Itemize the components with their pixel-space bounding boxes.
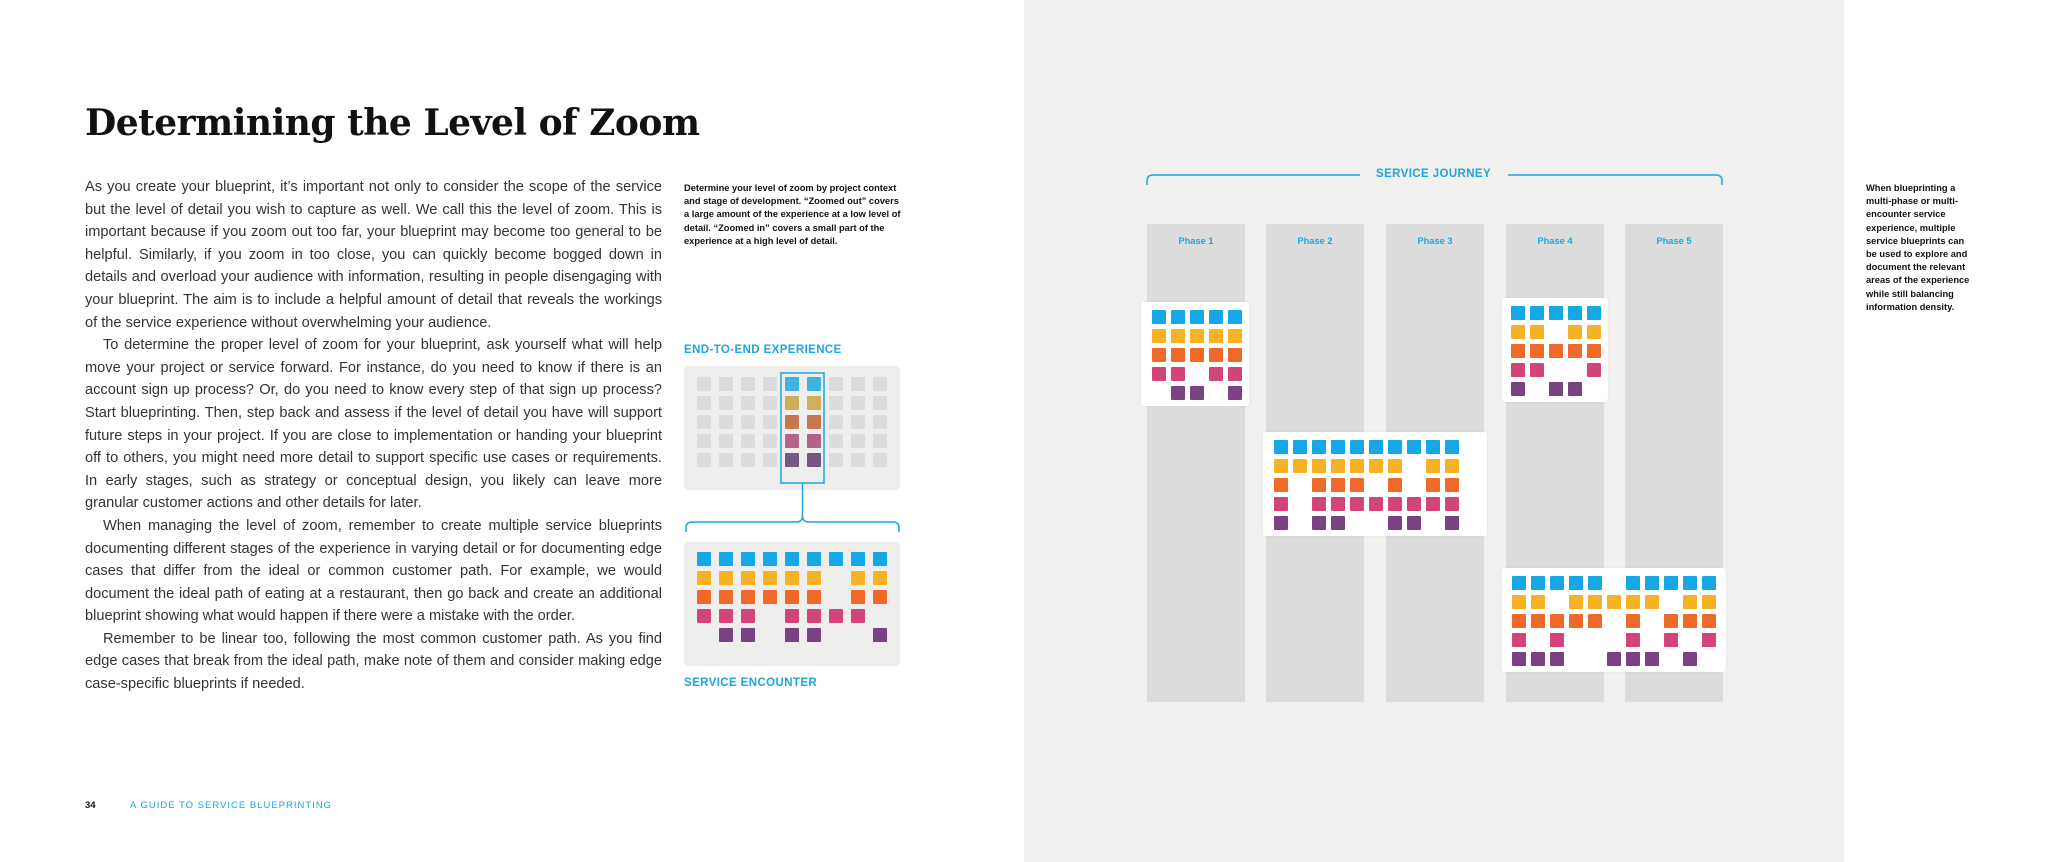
blueprint-square — [741, 552, 755, 566]
blueprint-square — [1407, 516, 1421, 530]
paragraph: When managing the level of zoom, remember to create multiple service blueprints documenting different stages of the experience in varying detail or for documenting edge cases that differ from the ideal or common customer path. For example, we would document the ideal path of eating at a restaurant, then go back and create an additional blueprint showing what would happen if there were a mistake with the order. — [85, 517, 662, 625]
blueprint-square — [1664, 633, 1678, 647]
blueprint-square — [1369, 497, 1383, 511]
blueprint-square — [1171, 348, 1185, 362]
blueprint-square — [807, 590, 821, 604]
blueprint-square — [741, 415, 755, 429]
blueprint-square — [807, 434, 821, 448]
blueprint-square — [1531, 614, 1545, 628]
blueprint-square — [851, 434, 865, 448]
blueprint-square — [1171, 386, 1185, 400]
blueprint-square — [1531, 595, 1545, 609]
connector-right-line — [803, 516, 900, 532]
blueprint-square — [1426, 478, 1440, 492]
blueprint-square — [1407, 440, 1421, 454]
blueprint-square — [1228, 329, 1242, 343]
blueprint-square — [807, 396, 821, 410]
paragraph: To determine the proper level of zoom for your blueprint, ask yourself what will help move your project or service forward. For instance, do you need to know if there is an account sign up process? Or, do you need to know every step of that sign up process? Start blueprinting. Then, step back and assess if the level of detail you have will support future steps in your project. If you are close to implementation or handing your blueprint off to others, you might need more detail to support specific use cases or requirements. In early stages, such as strategy or conceptual design, you likely can leave more granular customer actions and other details for later. — [85, 337, 662, 512]
blueprint-square — [719, 628, 733, 642]
blueprint-square — [1426, 440, 1440, 454]
blueprint-square — [1683, 652, 1697, 666]
blueprint-square — [1512, 576, 1526, 590]
end-to-end-label: END-TO-END EXPERIENCE — [684, 344, 842, 356]
blueprint-square — [873, 377, 887, 391]
blueprint-square — [873, 415, 887, 429]
blueprint-square — [1426, 459, 1440, 473]
blueprint-square — [829, 434, 843, 448]
blueprint-square — [1549, 344, 1563, 358]
blueprint-square — [1607, 652, 1621, 666]
blueprint-square — [1587, 306, 1601, 320]
blueprint-square — [873, 396, 887, 410]
blueprint-square — [763, 377, 777, 391]
blueprint-square — [1274, 440, 1288, 454]
blueprint-square — [741, 571, 755, 585]
blueprint-square — [1587, 344, 1601, 358]
blueprint-square — [1568, 344, 1582, 358]
blueprint-square — [1511, 325, 1525, 339]
blueprint-square — [741, 590, 755, 604]
blueprint-square — [1664, 576, 1678, 590]
blueprint-square — [763, 552, 777, 566]
book-title: A GUIDE TO SERVICE BLUEPRINTING — [130, 800, 333, 811]
blueprint-square — [763, 396, 777, 410]
blueprint-square — [1512, 652, 1526, 666]
blueprint-square — [1228, 310, 1242, 324]
blueprint-square — [851, 590, 865, 604]
blueprint-square — [1683, 595, 1697, 609]
blueprint-square — [1550, 633, 1564, 647]
body-text — [85, 176, 662, 696]
blueprint-square — [1626, 652, 1640, 666]
blueprint-square — [851, 396, 865, 410]
blueprint-square — [1626, 633, 1640, 647]
blueprint-square — [1190, 310, 1204, 324]
blueprint-square — [1426, 497, 1440, 511]
blueprint-square — [1445, 516, 1459, 530]
blueprint-square — [873, 571, 887, 585]
blueprint-square — [1569, 576, 1583, 590]
blueprint-square — [1152, 329, 1166, 343]
multi-phase-caption: When blueprinting a multi-phase or multi-encounter service experience, multiple service blueprints can be used to explore and document the relevant areas of the experience while still balancing information density. — [1866, 183, 1970, 312]
blueprint-square — [873, 434, 887, 448]
blueprint-square — [1531, 576, 1545, 590]
blueprint-square — [719, 377, 733, 391]
blueprint-square — [1388, 497, 1402, 511]
blueprint-square — [1702, 576, 1716, 590]
blueprint-square — [1190, 386, 1204, 400]
blueprint-square — [1209, 348, 1223, 362]
blueprint-square — [1274, 478, 1288, 492]
blueprint-square — [851, 609, 865, 623]
blueprint-square — [1445, 440, 1459, 454]
blueprint-square — [1588, 576, 1602, 590]
page-number: 34 — [85, 800, 96, 811]
blueprint-square — [829, 609, 843, 623]
service-journey-label: SERVICE JOURNEY — [1376, 168, 1492, 180]
blueprint-square — [1512, 633, 1526, 647]
blueprint-square — [807, 552, 821, 566]
blueprint-square — [1550, 614, 1564, 628]
blueprint-square — [697, 590, 711, 604]
blueprint-square — [741, 434, 755, 448]
blueprint-square — [1550, 576, 1564, 590]
blueprint-square — [1171, 329, 1185, 343]
blueprint-square — [1331, 459, 1345, 473]
blueprint-square — [1568, 306, 1582, 320]
blueprint-square — [873, 590, 887, 604]
blueprint-square — [1407, 497, 1421, 511]
blueprint-square — [807, 377, 821, 391]
blueprint-square — [719, 609, 733, 623]
blueprint-square — [741, 628, 755, 642]
blueprint-square — [1312, 478, 1326, 492]
blueprint-square — [1274, 459, 1288, 473]
blueprint-square — [873, 453, 887, 467]
blueprint-square — [1530, 306, 1544, 320]
blueprint-square — [851, 571, 865, 585]
blueprint-square — [785, 377, 799, 391]
blueprint-square — [1588, 614, 1602, 628]
blueprint-square — [741, 377, 755, 391]
blueprint-square — [1530, 344, 1544, 358]
blueprint-square — [741, 609, 755, 623]
blueprint-square — [1626, 595, 1640, 609]
blueprint-square — [719, 396, 733, 410]
blueprint-square — [697, 434, 711, 448]
blueprint-square — [1512, 614, 1526, 628]
blueprint-square — [851, 453, 865, 467]
blueprint-square — [719, 571, 733, 585]
blueprint-square — [1445, 459, 1459, 473]
blueprint-square — [829, 396, 843, 410]
blueprint-square — [1702, 614, 1716, 628]
blueprint-square — [1645, 652, 1659, 666]
phase-label-5: Phase 5 — [1656, 236, 1692, 246]
blueprint-square — [1445, 497, 1459, 511]
phase-label-2: Phase 2 — [1297, 236, 1333, 246]
paragraph: As you create your blueprint, it’s important not only to consider the scope of the service but the level of detail you wish to capture as well. We call this the level of zoom. This is important because if you zoom out too far, your blueprint may become too general to be helpful. Similarly, if you zoom in too close, you can quickly become bogged down in details and overload your audience with information, resulting in people disengaging with your blueprint. The aim is to include a helpful amount of detail that reveals the workings of the service experience without overwhelming your audience. — [85, 179, 662, 331]
blueprint-square — [719, 434, 733, 448]
blueprint-square — [807, 628, 821, 642]
blueprint-square — [1293, 459, 1307, 473]
blueprint-square — [1388, 440, 1402, 454]
blueprint-square — [785, 415, 799, 429]
blueprint-square — [697, 552, 711, 566]
blueprint-square — [719, 590, 733, 604]
blueprint-square — [1209, 310, 1223, 324]
blueprint-square — [1511, 382, 1525, 396]
blueprint-square — [1702, 595, 1716, 609]
blueprint-square — [1312, 516, 1326, 530]
blueprint-square — [807, 571, 821, 585]
blueprint-square — [1369, 440, 1383, 454]
blueprint-square — [851, 377, 865, 391]
blueprint-square — [763, 590, 777, 604]
blueprint-square — [807, 415, 821, 429]
blueprint-square — [873, 628, 887, 642]
blueprint-square — [763, 434, 777, 448]
blueprint-square — [1312, 459, 1326, 473]
blueprint-square — [1228, 348, 1242, 362]
blueprint-square — [719, 552, 733, 566]
blueprint-square — [1702, 633, 1716, 647]
blueprint-square — [1683, 614, 1697, 628]
blueprint-square — [1511, 306, 1525, 320]
blueprint-square — [1388, 478, 1402, 492]
blueprint-square — [1549, 382, 1563, 396]
blueprint-square — [785, 396, 799, 410]
blueprint-square — [1293, 440, 1307, 454]
blueprint-square — [763, 415, 777, 429]
blueprint-square — [851, 415, 865, 429]
blueprint-square — [763, 571, 777, 585]
blueprint-square — [1607, 595, 1621, 609]
blueprint-square — [1228, 386, 1242, 400]
blueprint-square — [1569, 595, 1583, 609]
blueprint-square — [785, 609, 799, 623]
blueprint-square — [1683, 576, 1697, 590]
blueprint-square — [1445, 478, 1459, 492]
blueprint-square — [697, 571, 711, 585]
blueprint-square — [807, 609, 821, 623]
blueprint-square — [1331, 516, 1345, 530]
blueprint-square — [1664, 614, 1678, 628]
blueprint-square — [697, 453, 711, 467]
blueprint-square — [1550, 652, 1564, 666]
blueprint-square — [719, 453, 733, 467]
blueprint-square — [873, 552, 887, 566]
blueprint-square — [829, 415, 843, 429]
blueprint-square — [1152, 310, 1166, 324]
blueprint-square — [1511, 344, 1525, 358]
blueprint-square — [1331, 440, 1345, 454]
blueprint-square — [1152, 367, 1166, 381]
blueprint-square — [697, 377, 711, 391]
blueprint-square — [697, 415, 711, 429]
blueprint-square — [1645, 576, 1659, 590]
blueprint-square — [1530, 363, 1544, 377]
blueprint-square — [1350, 459, 1364, 473]
phase-label-1: Phase 1 — [1178, 236, 1214, 246]
blueprint-square — [1350, 497, 1364, 511]
phase-label-3: Phase 3 — [1417, 236, 1453, 246]
blueprint-square — [785, 453, 799, 467]
blueprint-square — [785, 434, 799, 448]
blueprint-square — [1568, 382, 1582, 396]
blueprint-square — [1587, 325, 1601, 339]
blueprint-square — [807, 453, 821, 467]
blueprint-square — [697, 609, 711, 623]
blueprint-square — [1369, 459, 1383, 473]
blueprint-square — [1152, 348, 1166, 362]
blueprint-square — [851, 552, 865, 566]
blueprint-square — [1568, 325, 1582, 339]
blueprint-square — [1312, 497, 1326, 511]
blueprint-square — [1331, 478, 1345, 492]
blueprint-square — [1350, 440, 1364, 454]
blueprint-square — [1645, 595, 1659, 609]
blueprint-square — [719, 415, 733, 429]
blueprint-square — [1512, 595, 1526, 609]
blueprint-square — [1312, 440, 1326, 454]
paragraph: Remember to be linear too, following the most common customer path. As you find edge cases that break from the ideal path, make note of them and consider making edge case-specific blueprints if needed. — [85, 630, 662, 693]
blueprint-square — [829, 453, 843, 467]
blueprint-square — [1209, 329, 1223, 343]
blueprint-square — [1531, 652, 1545, 666]
blueprint-square — [1171, 310, 1185, 324]
blueprint-square — [1587, 363, 1601, 377]
blueprint-square — [1530, 325, 1544, 339]
zoom-caption: Determine your level of zoom by project context and stage of development. “Zoomed out” covers a large amount of the experience at a low level of detail. “Zoomed in” covers a small part of the experience at a high level of detail. — [684, 183, 901, 246]
blueprint-square — [1331, 497, 1345, 511]
blueprint-square — [1350, 478, 1364, 492]
blueprint-square — [1228, 367, 1242, 381]
blueprint-square — [1209, 367, 1223, 381]
connector-left-line — [686, 483, 803, 532]
blueprint-square — [1190, 329, 1204, 343]
blueprint-square — [697, 396, 711, 410]
phase-label-4: Phase 4 — [1537, 236, 1573, 246]
blueprint-square — [829, 377, 843, 391]
blueprint-square — [1511, 363, 1525, 377]
blueprint-square — [741, 396, 755, 410]
blueprint-square — [785, 628, 799, 642]
blueprint-square — [1569, 614, 1583, 628]
blueprint-square — [763, 453, 777, 467]
blueprint-square — [1549, 306, 1563, 320]
blueprint-square — [1171, 367, 1185, 381]
blueprint-square — [1388, 516, 1402, 530]
blueprint-square — [1274, 516, 1288, 530]
blueprint-square — [785, 552, 799, 566]
blueprint-square — [1274, 497, 1288, 511]
blueprint-square — [1388, 459, 1402, 473]
blueprint-square — [1588, 595, 1602, 609]
service-encounter-label: SERVICE ENCOUNTER — [684, 677, 818, 689]
blueprint-square — [1626, 614, 1640, 628]
blueprint-square — [785, 590, 799, 604]
page-title: Determining the Level of Zoom — [85, 102, 700, 144]
phase-column-1 — [1147, 224, 1245, 702]
blueprint-square — [829, 552, 843, 566]
blueprint-square — [1626, 576, 1640, 590]
blueprint-square — [1190, 348, 1204, 362]
blueprint-square — [741, 453, 755, 467]
blueprint-square — [785, 571, 799, 585]
